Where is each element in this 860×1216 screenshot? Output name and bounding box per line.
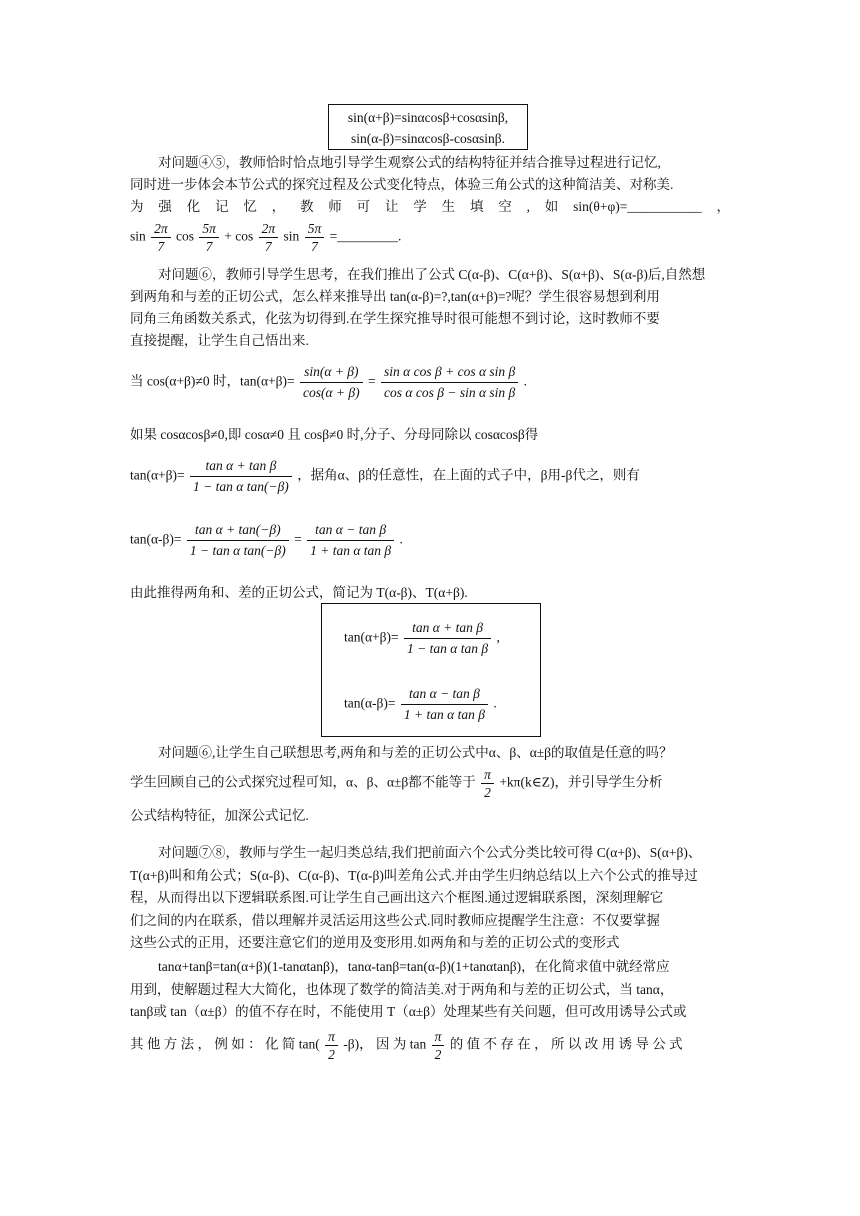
p2-line4: 直接提醒，让学生自己悟出来.: [130, 333, 309, 348]
fraction: $\frac{2\pi}{7}$: [259, 220, 279, 255]
p1-line1: 对问题④⑤，教师恰时恰点地引导学生观察公式的结构特征并结合推导过程进行记忆,: [158, 155, 661, 170]
p5-line1: tanα+tanβ=tan(α+β)(1-tanαtanβ)，tanα-tanβ=tan(α-β)(1+tanαtanβ)，在化简求值中就经常应: [158, 959, 670, 974]
p1-line2: 同时进一步体会本节公式的探究过程及公式变化特点，体验三角公式的这种简洁美、对称美.: [130, 177, 674, 192]
p2-line3: 同角三角函数关系式，化弦为切得到.在学生探究推导时很可能想不到讨论，这时教师不要: [130, 311, 660, 326]
sine-diff-formula: sin(α-β)=sinαcosβ-cosαsinβ.: [350, 131, 506, 146]
fraction: $\frac{\text{tan α + tan β}}{\text{1 − tan α tan β}}$: [404, 618, 491, 659]
p5-line4: 其 他 方 法 ， 例 如 ： 化 简 tan( $\frac{\pi}{2}$ -β)， 因 为 tan $\frac{\pi}{2}$ 的 值 不 存 在 ， 所 以 改 用 诱 导 公 式: [130, 1028, 683, 1062]
fraction: $\frac{\pi}{2}$: [481, 766, 494, 801]
paragraph-1: [130, 152, 730, 255]
p5-line2: 用到，使解题过程大大简化，也体现了数学的简洁美.对于两角和与差的正切公式，当 tanα，: [130, 981, 674, 997]
p5-line3: tanβ或 tan（α±β）的值不存在时，不能使用 T（α±β）处理某些有关问题，但可改用诱导公式或: [130, 1004, 687, 1019]
p4-line5: 这些公式的正用，还要注意它们的逆用及变形用.如两角和与差的正切公式的变形式: [130, 935, 620, 950]
p4-line2: T(α+β)叫和角公式；S(α-β)、C(α-β)、T(α-β)叫差角公式.并由学生归纳总结以上六个公式的推导过: [130, 867, 698, 883]
p4-line4: 们之间的内在联系，借以理解并灵活运用这些公式.同时教师应提醒学生注意：不仅要掌握: [130, 912, 660, 928]
sine-formula-box: [328, 104, 528, 150]
fraction: $\frac{2\pi}{7}$: [151, 220, 171, 255]
paragraph-4: [130, 842, 730, 955]
p4-line3: 程，从而得出以下逻辑联系图.可让学生自己画出这六个框图.通过逻辑联系图，深刻理解它: [130, 890, 664, 905]
tangent-formula-box: [321, 603, 541, 737]
p3-line2: 学生回顾自己的公式探究过程可知，α、β、α±β都不能等于 $\frac{\pi}{2}$ +kπ(k∈Z)，并引导学生分析: [130, 767, 663, 800]
fraction: $\frac{\text{sin α cos β + cos α sin β}}{\text{cos α cos β − sin α sin β}}$: [381, 362, 518, 403]
tangent-diff-formula: tan(α-β)= $\frac{\text{tan α − tan β}}{\text{1 + tan α tan β}}$ .: [344, 684, 497, 725]
fraction: $\frac{\text{tan α − tan β}}{\text{1 + tan α tan β}}$: [307, 520, 394, 561]
p3-line3: 公式结构特征，加深公式记忆.: [130, 808, 309, 823]
equation-tan-sum-derivation: 当 cos(α+β)≠0 时，tan(α+β)= $\frac{\sin(\alpha + \beta)}{\cos(\alpha + \beta)}$ = $\frac{\text{sin α cos β + cos α sin β}}{\text{cos α cos β − sin α sin β}}$ .: [130, 362, 730, 403]
p2-line1: 对问题⑥，教师引导学生思考，在我们推出了公式 C(α-β)、C(α+β)、S(α+β)、S(α-β)后,自然想: [158, 267, 706, 282]
p2-line2: 到两角和与差的正切公式，怎么样来推导出 tan(α-β)=?,tan(α+β)=?呢？学生很容易想到利用: [130, 289, 660, 304]
paragraph-2: [130, 264, 730, 352]
tangent-sum-formula: tan(α+β)= $\frac{\text{tan α + tan β}}{\text{1 − tan α tan β}}$ ,: [344, 618, 500, 659]
p1-line3: 为 强 化 记 忆 ， 教 师 可 让 学 生 填 空 , 如 sin(θ+φ)=___________ ，: [130, 199, 730, 214]
p3-line1: 对问题⑥,让学生自己联想思考,两角和与差的正切公式中α、β、α±β的取值是任意的吗？: [158, 745, 673, 760]
fraction: $\frac{\text{tan α + tan(−β)}}{\text{1 − tan α tan(−β)}}$: [187, 520, 289, 561]
equation-tan-sum-divided: tan(α+β)= $\frac{\text{tan α + tan β}}{\text{1 − tan α tan(−β)}}$ ，据角α、β的任意性，在上面的式子中，β用-β代之，则有: [130, 456, 730, 497]
equation-tan-diff: tan(α-β)= $\frac{\text{tan α + tan(−β)}}{\text{1 − tan α tan(−β)}}$ = $\frac{\text{tan α − tan β}}{\text{1 + tan α tan β}}$ .: [130, 520, 730, 561]
p1-line4-equation: sin $\frac{2\pi}{7}$ cos $\frac{5\pi}{7}$ + cos $\frac{2\pi}{7}$ sin $\frac{5\pi}{7}$ =_________.: [130, 221, 402, 254]
fraction: $\frac{\text{tan α + tan β}}{\text{1 − tan α tan(−β)}}$: [190, 456, 292, 497]
fraction: $\frac{\sin(\alpha + \beta)}{\cos(\alpha + \beta)}$: [300, 362, 363, 403]
line-thus: 由此推得两角和、差的正切公式，简记为 T(α-β)、T(α+β).: [130, 585, 468, 600]
paragraph-5: [130, 956, 730, 1063]
fraction: $\frac{5\pi}{7}$: [305, 220, 325, 255]
sine-sum-formula: sin(α+β)=sinαcosβ+cosαsinβ,: [347, 110, 509, 125]
paragraph-3: [130, 742, 730, 827]
p4-line1: 对问题⑦⑧，教师与学生一起归类总结,我们把前面六个公式分类比较可得 C(α+β)、S(α+β)、: [158, 845, 702, 860]
fraction: $\frac{5\pi}{7}$: [199, 220, 219, 255]
fraction: $\frac{\pi}{2}$: [432, 1028, 445, 1063]
fraction: $\frac{\text{tan α − tan β}}{\text{1 + tan α tan β}}$: [401, 684, 488, 725]
fraction: $\frac{\pi}{2}$: [325, 1028, 338, 1063]
line-if: 如果 cosαcosβ≠0,即 cosα≠0 且 cosβ≠0 时,分子、分母同除以 cosαcosβ得: [130, 427, 539, 442]
